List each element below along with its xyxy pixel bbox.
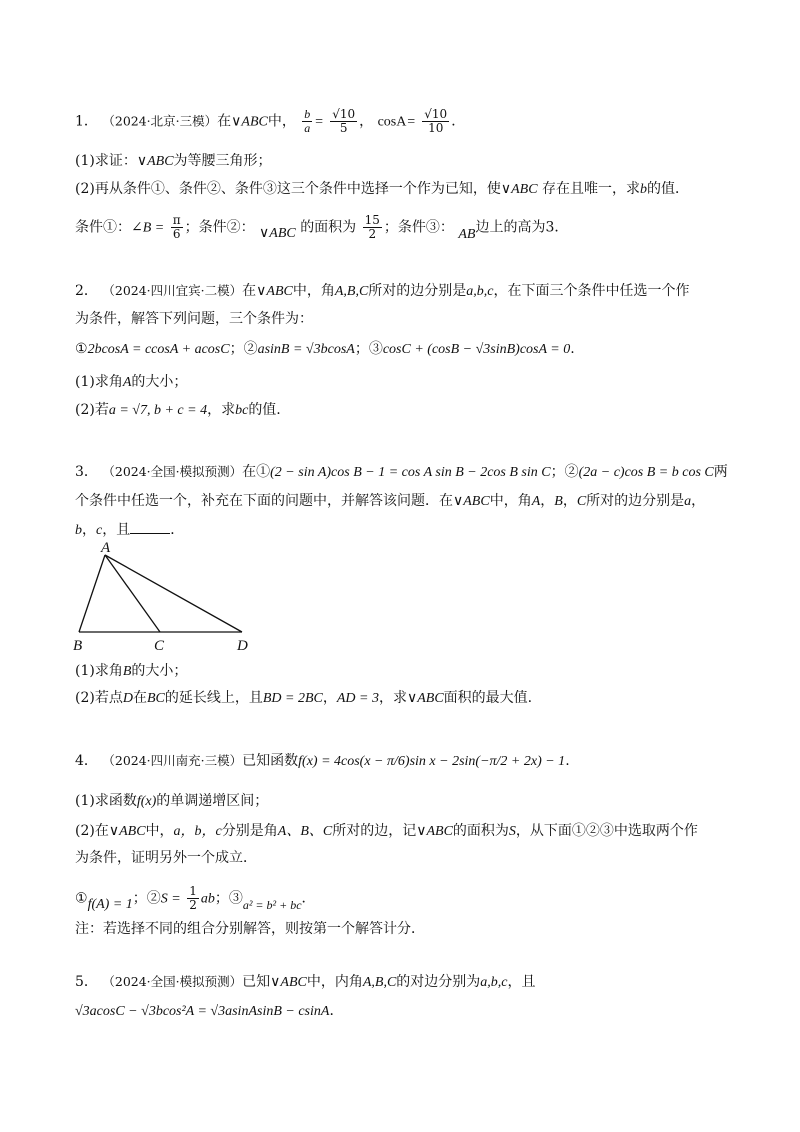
problem-4-part1 (75, 792, 268, 811)
math-condition-1: (2 − sin A)cos B − 1 = cos A sin B − 2cos B sin C (270, 465, 551, 480)
math-ab: ab (200, 891, 215, 907)
math-triangle: ∨ABC (500, 182, 538, 197)
text: ． (329, 1003, 344, 1019)
text: ，在下面三个条件中任选一个作 (493, 283, 690, 299)
denominator: 2 (189, 898, 197, 912)
math-condition-1: 2bcosA = ccosA + acosC (87, 342, 230, 357)
text: 在 (217, 113, 232, 130)
math-equation: √3acosC − √3bcos²A = √3asinAsinB − csinA (75, 1004, 330, 1019)
fraction-b-over-a (302, 108, 312, 135)
math-s-eq: S = (160, 891, 181, 907)
text: 的延长线上，且 (164, 690, 263, 706)
problem-number: 2． (75, 283, 98, 299)
problem-1-part1 (75, 152, 272, 171)
text: 在 (242, 283, 257, 299)
problem-4-conditions (75, 885, 316, 912)
text: 中，角 (489, 493, 532, 509)
problem-4-part2 (75, 822, 698, 841)
text: 所对的边，记 (332, 823, 417, 839)
problem-number: 4． (75, 753, 98, 769)
problem-2-intro (75, 282, 690, 301)
text: ，且 (102, 522, 131, 538)
math-sides: a,b,c (480, 975, 508, 990)
math-ad-eq: AD = 3 (336, 691, 379, 706)
text: 为条件，解答下列问题，三个条件为： (75, 311, 313, 327)
fraction-pi-over-6 (171, 214, 183, 241)
text: 已知函数 (242, 753, 299, 769)
math-ab: AB (458, 226, 476, 242)
text: ① (75, 341, 88, 357)
problem-number: 3． (75, 464, 98, 480)
text: ，且 (507, 974, 536, 990)
text: 的面积为 (452, 823, 509, 839)
text: ；② (550, 464, 579, 480)
math-c: C (576, 494, 587, 509)
math-side-a: a (684, 494, 692, 509)
text: 所对的边分别是 (586, 493, 685, 509)
text: 边上的高为3． (475, 219, 569, 236)
text: ，求 (378, 690, 407, 706)
problem-3-line3 (75, 521, 184, 540)
text: 两 (713, 464, 728, 480)
math-condition-3: a² = b² + bc (242, 897, 302, 912)
problem-source: （2024·全国·模拟预测） (102, 464, 243, 479)
denominator: a (304, 121, 311, 135)
math-s: S (508, 824, 516, 839)
text: ，从下面①②③中选取两个作 (515, 823, 698, 839)
text: (2)再从条件①、条件②、条件③这三个条件中选择一个作为已知，使 (75, 181, 501, 197)
segment-ac (105, 555, 160, 632)
math-cosA: cosA (377, 114, 407, 130)
text: 存在且唯一，求 (542, 181, 640, 197)
problem-1-part2 (75, 180, 689, 199)
math-angles: A,B,C (362, 975, 397, 990)
text: (1)求角 (75, 663, 123, 679)
text: 面积的最大值. (443, 690, 533, 706)
text: 中， (145, 823, 174, 839)
text: ， (562, 493, 577, 509)
text: ① (75, 890, 88, 907)
math-triangle: ∨ABC (136, 154, 174, 169)
text: ． (451, 113, 466, 130)
text: 的值． (647, 181, 689, 197)
text: (1)求证： (75, 153, 137, 169)
math-triangle: ∨ABC (270, 975, 307, 990)
math-side-c: c (96, 523, 103, 538)
text: ， (82, 522, 96, 538)
text: ；② (132, 890, 161, 907)
math-condition-2: asinB = √3bcosA (257, 342, 355, 357)
problem-3-line2: 个条件中任选一个，补充在下面的问题中，并解答该问题．在∨ABC中，角A，B，C所对的边分别是a， (75, 493, 706, 509)
text: 分别是角 (221, 823, 278, 839)
problem-source: （2024·北京·三模） (102, 113, 218, 129)
text: 的大小； (131, 374, 188, 390)
problem-number: 1． (75, 113, 98, 130)
text: 中，角 (292, 283, 335, 299)
text: (2)在 (75, 823, 109, 839)
denominator: 2 (368, 227, 377, 241)
math-b: B (122, 664, 132, 679)
problem-source: （2024·全国·模拟预测） (102, 974, 243, 989)
label-c: C (154, 638, 165, 654)
text: (2)若 (75, 402, 109, 418)
fraction-15-over-2 (363, 214, 382, 241)
label-a: A (101, 540, 111, 556)
text: 已知 (242, 974, 271, 990)
fraction-one-half (187, 885, 199, 912)
text: 的对边分别为 (396, 974, 481, 990)
problem-2-intro-line2 (75, 310, 313, 328)
numerator: 15 (364, 213, 380, 227)
text: ；③ (354, 341, 383, 357)
problem-4-note (75, 920, 425, 938)
denominator: 6 (172, 227, 181, 241)
text: 的单调递增区间； (156, 793, 269, 809)
fraction-sqrt10-over-10 (422, 108, 449, 135)
math-condition-3: cosC + (cosB − √3sinB)cosA = 0 (382, 342, 571, 357)
problem-3-part2 (75, 689, 532, 708)
math-condition-1: f(A) = 1 (87, 896, 133, 912)
problem-2-part1 (75, 373, 187, 392)
denominator: 5 (339, 121, 348, 135)
fraction-sqrt10-over-5 (330, 108, 357, 135)
denominator: 10 (428, 121, 444, 135)
text: 为等腰三角形； (173, 153, 272, 169)
problem-5-intro (75, 973, 536, 992)
text: ． (170, 522, 185, 538)
text: 在 (132, 690, 147, 706)
text: 为条件，证明另外一个成立． (75, 850, 257, 866)
text: 中，内角 (306, 974, 363, 990)
text: ， (540, 493, 555, 509)
segment-ad (105, 555, 242, 632)
math-sides: a，b，c (173, 824, 222, 839)
text: ；② (229, 341, 258, 357)
text: 在① (242, 464, 271, 480)
label-b: B (73, 638, 83, 654)
text: 的值. (248, 402, 281, 418)
text: ， (322, 690, 337, 706)
numerator: 1 (189, 884, 197, 898)
problem-source: （2024·四川宜宾·二模） (102, 283, 243, 298)
math-function-def: f(x) = 4cos(x − π/6)sin x − 2sin(−π/2 + 2x) − 1 (298, 754, 566, 769)
text: 个条件中任选一个，补充在下面的问题中，并解答该问题．在 (75, 493, 453, 509)
math-triangle: ∨ABC (256, 284, 293, 299)
math-b: b (640, 182, 647, 197)
problem-4-line3 (75, 849, 257, 867)
text: ；③ (214, 890, 243, 907)
math-angles: A、B、C (277, 824, 333, 839)
text: ． (301, 890, 316, 907)
problem-source: （2024·四川南充·三模） (102, 753, 243, 768)
math-a: A (122, 375, 132, 390)
segment-ab (79, 555, 105, 632)
text: ， (359, 113, 374, 130)
problem-1-conditions (75, 214, 568, 241)
problem-number: 5． (75, 974, 98, 990)
text: (1)求函数 (75, 793, 137, 809)
text: 注：若选择不同的组合分别解答，则按第一个解答计分． (75, 921, 425, 937)
text: . (570, 341, 575, 357)
text: 条件①： (75, 219, 131, 236)
math-sides: a,b,c (466, 284, 494, 299)
math-bd-eq: BD = 2BC (262, 691, 323, 706)
math-triangle: ∨ABC (259, 225, 296, 241)
problem-2-part2 (75, 401, 281, 420)
math-bc: bc (235, 403, 249, 418)
math-triangle: ∨ABC (416, 824, 453, 839)
numerator: π (172, 213, 181, 227)
text: (2)若点 (75, 690, 123, 706)
problem-2-conditions (75, 340, 575, 359)
math-a: A (531, 494, 541, 509)
math-condition-2: (2a − c)cos B = b cos C (578, 465, 714, 480)
problem-3-part1 (75, 662, 187, 681)
problem-3-intro (75, 463, 728, 482)
math-angle-b: ∠B = (131, 220, 165, 236)
text: 的大小； (131, 663, 188, 679)
math-fx: f(x) (136, 794, 157, 809)
math-triangle: ∨ABC (453, 494, 490, 509)
problem-1-intro: 1． （2024·北京·三模）在∨ABC中， $\frac{b}{a}$ = $\frac{√10}{5}$ ， cosA= $\frac{√10}{10}$ ． (75, 107, 466, 135)
text: ；条件②： (184, 219, 255, 236)
answer-blank (130, 521, 170, 534)
text: (1)求角 (75, 374, 123, 390)
numerator: b (304, 107, 311, 121)
math-triangle: ∨ABC (406, 691, 444, 706)
text: 的面积为 (300, 219, 357, 236)
math-d: D (122, 691, 133, 706)
text: 所对的边分别是 (368, 283, 467, 299)
text: 中， (267, 113, 296, 130)
numerator: √10 (332, 107, 356, 121)
math-side-b: b (75, 523, 82, 538)
math-triangle: ∨ABC (231, 114, 268, 130)
label-d: D (237, 638, 248, 654)
math-b: B (554, 494, 563, 509)
problem-4-intro: 4． （2024·四川南充·三模）已知函数f(x) = 4cos(x − π/6)sin x − 2sin(−π/2 + 2x) − 1. (75, 753, 570, 769)
text: ；条件③： (383, 219, 454, 236)
numerator: √10 (424, 107, 448, 121)
problem-5-equation (75, 1002, 343, 1021)
triangle-figure (70, 540, 260, 655)
text: ，求 (207, 402, 236, 418)
math-angles: A,B,C (334, 284, 369, 299)
math-given: a = √7, b + c = 4 (108, 403, 208, 418)
math-triangle: ∨ABC (108, 824, 146, 839)
math-bc: BC (146, 691, 165, 706)
